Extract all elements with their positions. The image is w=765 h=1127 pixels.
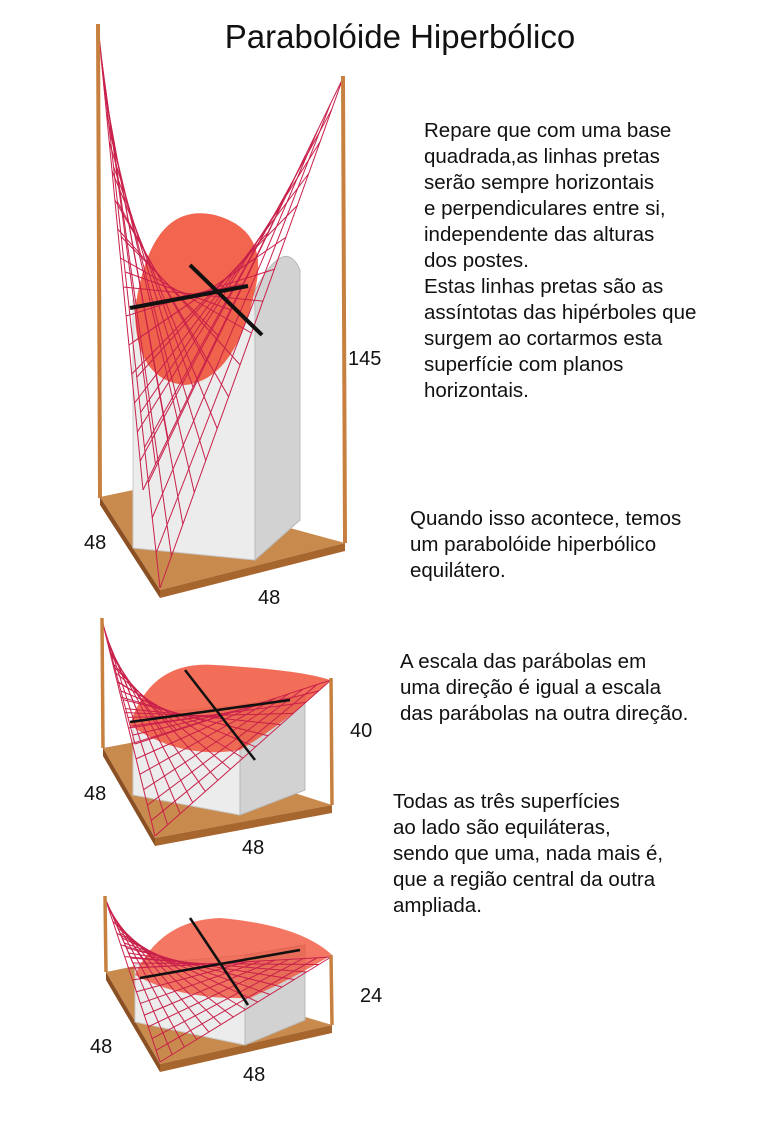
- page-title: Parabolóide Hiperbólico: [224, 18, 576, 55]
- figure3-base-left-label: 48: [90, 1036, 113, 1058]
- note-scale: A escala das parábolas em uma direção é igual a escala das parábolas na outra direção.: [400, 650, 689, 725]
- note-square-base: Repare que com uma base quadrada,as linhas pretas serão sempre horizontais e perpendiculares entre si, independente das alturas dos postes. Estas linhas pretas são as assíntotas das hipérboles que surgem ao cortarmos esta superfície com planos horizontais.: [424, 119, 697, 402]
- figure1-height-label: 145: [348, 348, 382, 370]
- note-all-three: Todas as três superfícies ao lado são equiláteras, sendo que uma, nada mais é, que a região central da outra ampliada.: [393, 790, 664, 917]
- figure2-base-right-label: 48: [242, 837, 265, 859]
- figure1-base-right-label: 48: [258, 587, 281, 609]
- figure2-base-left-label: 48: [84, 783, 107, 805]
- figure3-base-right-label: 48: [243, 1064, 266, 1086]
- figure1-base-left-label: 48: [84, 532, 107, 554]
- figure3-height-label: 24: [360, 985, 383, 1007]
- figure2-height-label: 40: [350, 720, 373, 742]
- note-equilateral: Quando isso acontece, temos um parabolóide hiperbólico equilátero.: [410, 507, 682, 582]
